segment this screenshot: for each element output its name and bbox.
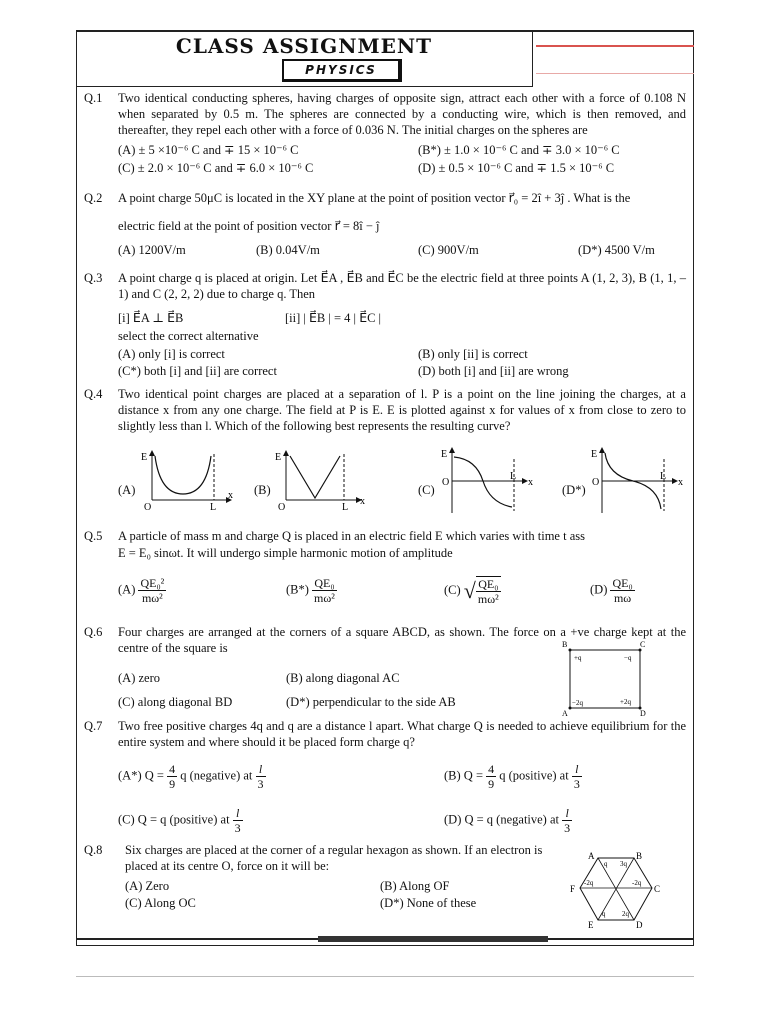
q2-option-d: (D*) 4500 V/m (578, 243, 655, 257)
q7-c-prefix: (C) Q = q (positive) at (118, 812, 233, 827)
q3-text-2: select the correct alternative (118, 329, 259, 343)
q8-text: Six charges are placed at the corner of a regular hexagon as shown. If an electron is placed at its centre O, force on it will be: (125, 843, 543, 873)
q5-option-b-fraction (312, 576, 337, 605)
q7-a-fraction-2 (256, 762, 266, 791)
q4b-axis-l: L (342, 502, 349, 512)
q6-label-d: D (640, 709, 646, 718)
q4a-axis-x: x (228, 490, 233, 501)
q8-option-d: (D*) None of these (380, 896, 477, 910)
q4-option-b: (B) (254, 483, 271, 497)
q6-label-a: A (562, 709, 568, 718)
q8-label-a: A (588, 851, 595, 861)
q8-charge-d: 2q (622, 910, 629, 918)
q4-option-d: (D*) (562, 483, 586, 497)
q4-text: Two identical point charges are placed at a separation of l. P is a point on the line joining the charges, at a distance x from any one charge. The field at P is E. E is plotted against x for values of x from close to zero to slightly less than l. Which of the following best represents the resulting curve? (118, 387, 686, 433)
q6-option-a: (A) zero (118, 671, 160, 685)
q8-charge-b: 3q (620, 860, 627, 868)
q8-option-a: (A) Zero (125, 879, 170, 893)
q4a-axis-e: E (141, 452, 148, 463)
q1-option-b: (B*) ± 1.0 × 10⁻⁶ C and ∓ 3.0 × 10⁻⁶ C (418, 143, 620, 157)
q8-charge-c: -2q (632, 879, 642, 887)
q5-d-denominator: mω (613, 591, 632, 605)
q8-charge-e: q (602, 910, 606, 918)
q5-text-2: E = E₀ sinωt. It will undergo simple harmonic motion of amplitude (118, 546, 453, 560)
q3-option-b: (B) only [ii] is correct (418, 347, 528, 361)
q5-b-numerator: QE₀ (312, 576, 337, 591)
q2-text-2: electric field at the point of position vector r⃗ = 8î − ĵ (118, 219, 380, 233)
q5-option-a (118, 576, 166, 605)
q1-option-a: (A) ± 5 ×10⁻⁶ C and ∓ 15 × 10⁻⁶ C (118, 143, 299, 157)
q8-label-c: C (654, 884, 661, 894)
q2-option-c: (C) 900V/m (418, 243, 479, 257)
q4-graph-a (138, 448, 238, 512)
q4c-axis-o: O (442, 477, 450, 488)
q4a-axis-l: L (210, 502, 217, 512)
q5-option-c (444, 576, 501, 606)
q6-charge-d: +2q (620, 698, 631, 706)
q8-option-b: (B) Along OF (380, 879, 450, 893)
q7-d-l: l (562, 806, 572, 821)
q1-option-c: (C) ± 2.0 × 10⁻⁶ C and ∓ 6.0 × 10⁻⁶ C (118, 161, 314, 175)
q3-statement-2: [ii] | E⃗B | = 4 | E⃗C | (285, 311, 382, 325)
q5-d-numerator: QE₀ (612, 576, 633, 590)
q7-option-c (118, 806, 243, 835)
q7-a-l: l (256, 762, 266, 777)
q5-b-denominator: mω² (314, 591, 335, 605)
q5-option-c-label: (C) (444, 582, 461, 597)
header-accent-line (536, 45, 694, 47)
q5-c-numerator: QE₀ (476, 577, 501, 592)
q4d-axis-o: O (592, 477, 600, 488)
q5-option-a-label: (A) (118, 582, 136, 597)
q7-a-3: 3 (257, 777, 264, 791)
q7-c-3: 3 (234, 821, 241, 835)
q4d-axis-l: L (660, 471, 667, 482)
q4b-axis-o: O (278, 502, 286, 512)
q4d-axis-e: E (591, 449, 598, 460)
q8-number: Q.8 (84, 843, 103, 857)
q8-hexagon-diagram (568, 848, 668, 932)
q7-d-fraction (562, 806, 572, 835)
q7-b-3: 3 (573, 777, 580, 791)
q7-b-den: 9 (488, 777, 495, 791)
sqrt-icon: √ (463, 578, 476, 603)
q4-number: Q.4 (84, 387, 103, 401)
q7-d-prefix: (D) Q = q (negative) at (444, 812, 563, 827)
q4-graph-c (436, 445, 540, 517)
footer-band (318, 936, 548, 942)
q5-option-c-fraction (476, 576, 501, 606)
q2-option-b: (B) 0.04V/m (256, 243, 320, 257)
q3-number: Q.3 (84, 271, 103, 285)
q5-a-denominator: mω² (141, 591, 163, 605)
q6-square-diagram (556, 638, 652, 718)
q7-d-3: 3 (564, 821, 571, 835)
q4-graph-d (588, 445, 692, 517)
q6-charge-b: +q (574, 654, 582, 662)
q4c-axis-e: E (441, 449, 448, 460)
q6-number: Q.6 (84, 625, 103, 639)
q5-a-numerator: QE₀² (140, 576, 165, 590)
q3-option-c: (C*) both [i] and [ii] are correct (118, 364, 277, 378)
q5-option-d (590, 576, 635, 605)
q4-option-a: (A) (118, 483, 136, 497)
q8-label-f: F (570, 884, 576, 894)
q8-label-d: D (636, 920, 643, 930)
q3-statement-1: [i] E⃗A ⊥ E⃗B (118, 311, 184, 325)
q7-option-d (444, 806, 572, 835)
q7-a-mid: q (negative) at (177, 768, 256, 783)
q5-number: Q.5 (84, 529, 103, 543)
q7-text: Two free positive charges 4q and q are a distance l apart. What charge Q is needed to achieve equilibrium for the entire system and where should it be placed form charge q? (118, 719, 686, 749)
q6-charge-c: −q (624, 654, 632, 662)
q5-option-a-fraction (138, 576, 166, 605)
q6-text: Four charges are arranged at the corners of a square ABCD, as shown. The force on a +ve charge kept at the centre of the square is (118, 625, 686, 655)
q5-option-b (286, 576, 337, 605)
q5-option-d-label: (D) (590, 582, 608, 597)
q1-text: Two identical conducting spheres, having charges of opposite sign, attract each other with a force of 0.108 N when separated by 0.5 m. The spheres are connected by a conducting wire, which is then removed, and thereafter, they repel each other with a force of 0.036 N. The initial charges on the spheres are (118, 91, 686, 137)
q6-label-c: C (640, 640, 646, 649)
q4b-axis-e: E (275, 452, 282, 463)
q7-a-prefix: (A*) Q = (118, 768, 168, 783)
q5-option-d-fraction (610, 576, 634, 605)
q8-option-c: (C) Along OC (125, 896, 196, 910)
q4-option-c: (C) (418, 483, 435, 497)
footer-area (76, 946, 694, 977)
q7-c-fraction (233, 806, 243, 835)
q1-number: Q.1 (84, 91, 103, 105)
q3-text-1: A point charge q is placed at origin. Let E⃗A , E⃗B and E⃗C be the electric field at three points A (1, 2, 3), B (1, 1, – 1) and C (2, 2, 2) due to charge q. Then (118, 271, 686, 301)
q7-b-num: 4 (488, 762, 495, 776)
q4c-axis-x: x (528, 477, 533, 488)
q7-number: Q.7 (84, 719, 103, 733)
q4a-axis-o: O (144, 502, 152, 512)
q5-option-b-label: (B*) (286, 582, 309, 597)
q3-option-d: (D) both [i] and [ii] are wrong (418, 364, 569, 378)
header-divider (76, 86, 532, 87)
q2-text-1: A point charge 50μC is located in the XY plane at the point of position vector r⃗₀ = 2î + 3ĵ . What is the (118, 191, 631, 205)
q6-label-b: B (562, 640, 568, 649)
q4d-axis-x: x (678, 477, 683, 488)
q2-option-a: (A) 1200V/m (118, 243, 186, 257)
q6-option-b: (B) along diagonal AC (286, 671, 400, 685)
q4-graph-b (272, 448, 372, 512)
q7-option-b (444, 762, 582, 791)
q6-charge-a: −2q (572, 699, 583, 707)
q4b-axis-x: x (360, 496, 365, 507)
q7-a-num: 4 (169, 762, 176, 776)
q7-b-mid: q (positive) at (496, 768, 572, 783)
q7-b-fraction-2 (572, 762, 582, 791)
q8-label-e: E (588, 920, 594, 930)
q7-a-fraction (167, 762, 177, 791)
q7-a-den: 9 (169, 777, 176, 791)
header-vertical-divider (532, 30, 533, 87)
q7-b-l: l (572, 762, 582, 777)
q6-option-d: (D*) perpendicular to the side AB (286, 695, 456, 709)
q5-c-denominator: mω² (477, 592, 499, 606)
header-accent-line-2 (536, 73, 694, 74)
q1-option-d: (D) ± 0.5 × 10⁻⁶ C and ∓ 1.5 × 10⁻⁶ C (418, 161, 615, 175)
q5-text-1: A particle of mass m and charge Q is placed in an electric field E which varies with time t ass (118, 529, 585, 543)
q6-option-c: (C) along diagonal BD (118, 695, 233, 709)
q3-option-a: (A) only [i] is correct (118, 347, 225, 361)
q7-b-fraction (486, 762, 496, 791)
q8-charge-f: -2q (584, 879, 594, 887)
q7-b-prefix: (B) Q = (444, 768, 487, 783)
q4c-axis-l: L (510, 471, 517, 482)
q7-c-l: l (233, 806, 243, 821)
q8-label-b: B (636, 851, 643, 861)
page-title: CLASS ASSIGNMENT (175, 34, 433, 58)
subject-badge: PHYSICS (282, 59, 402, 82)
q8-charge-a: q (604, 860, 608, 868)
q2-number: Q.2 (84, 191, 103, 205)
q7-option-a (118, 762, 266, 791)
